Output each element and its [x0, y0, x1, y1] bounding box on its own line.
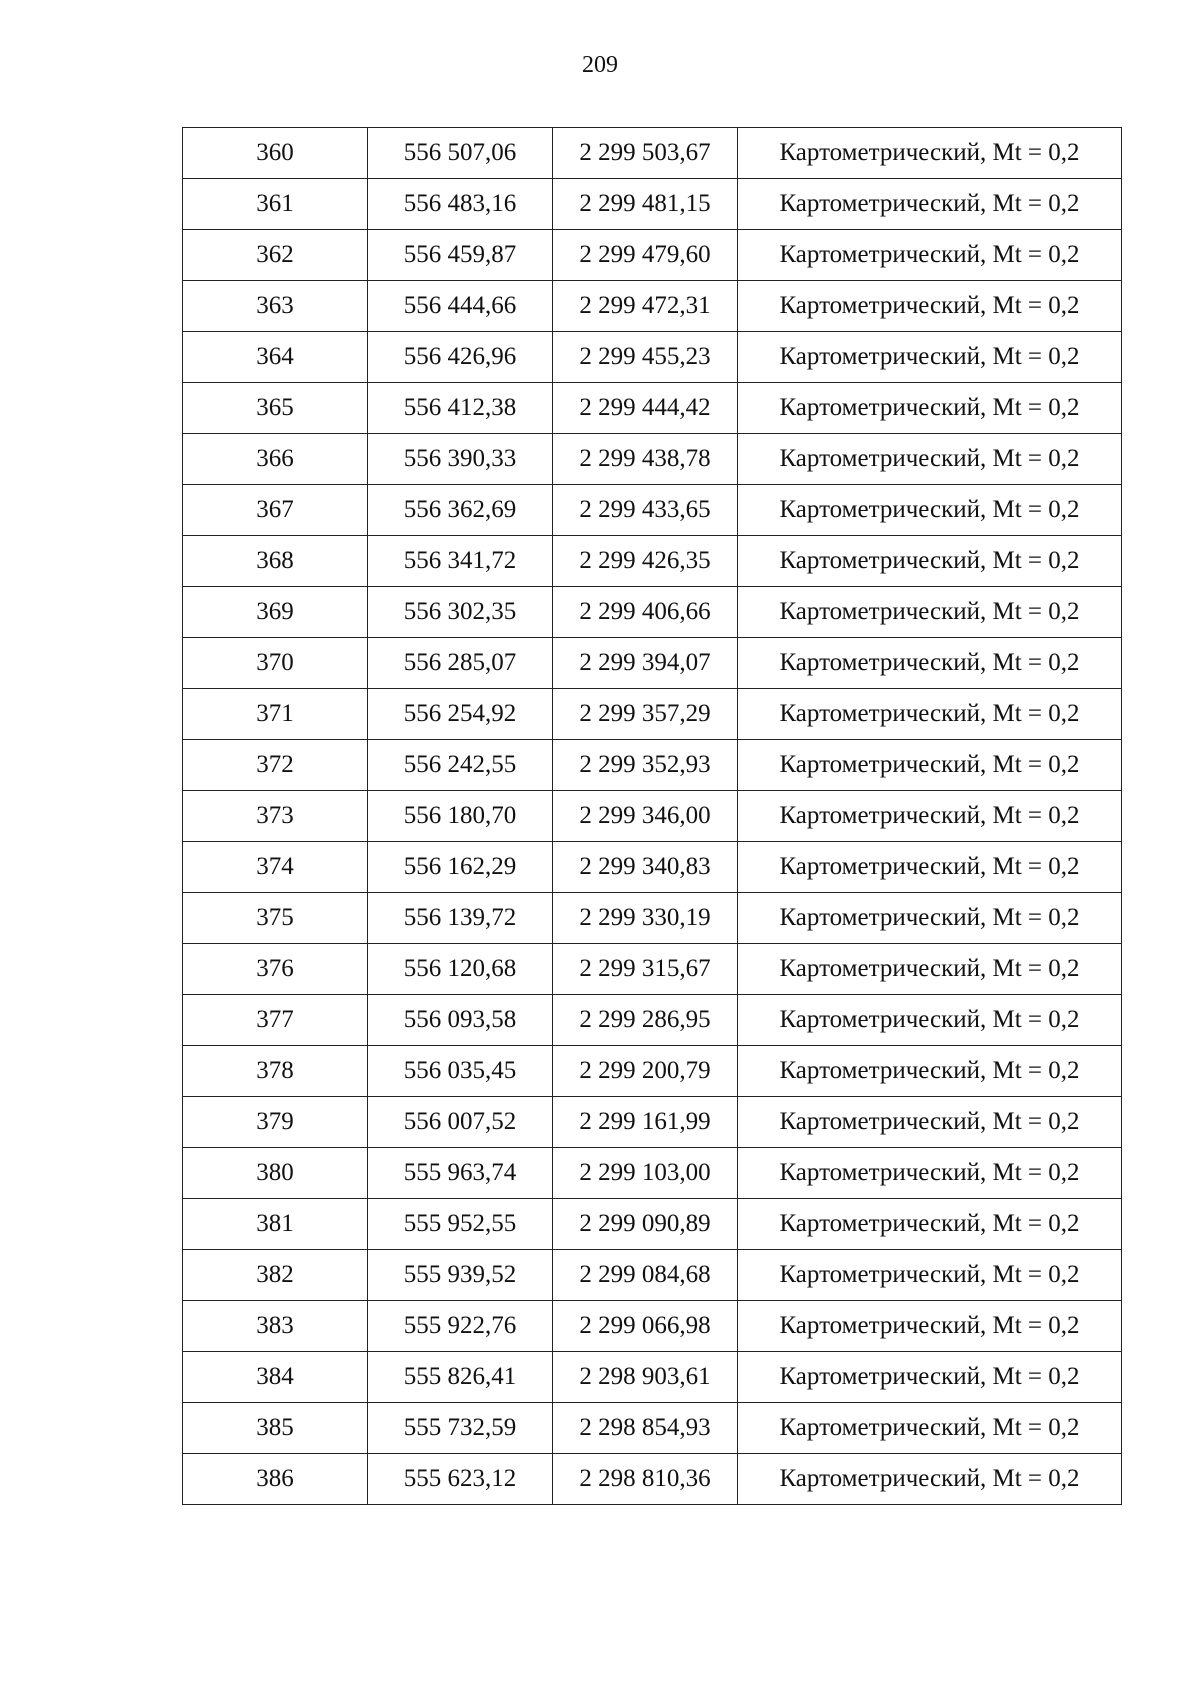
point-number-cell: 381 [183, 1199, 368, 1250]
table-row [183, 434, 1122, 485]
x-coordinate-cell: 555 623,12 [368, 1454, 553, 1505]
x-coordinate-cell: 556 412,38 [368, 383, 553, 434]
y-coordinate-cell: 2 298 810,36 [553, 1454, 738, 1505]
x-coordinate-cell: 556 341,72 [368, 536, 553, 587]
point-number-cell: 382 [183, 1250, 368, 1301]
point-number-cell: 368 [183, 536, 368, 587]
x-coordinate-cell: 555 922,76 [368, 1301, 553, 1352]
y-coordinate-cell: 2 299 481,15 [553, 179, 738, 230]
table-row [183, 1148, 1122, 1199]
coordinates-table-body [183, 128, 1122, 1505]
method-cell: Картометрический, Mt = 0,2 [738, 689, 1122, 740]
method-cell: Картометрический, Mt = 0,2 [738, 281, 1122, 332]
table-row [183, 485, 1122, 536]
y-coordinate-cell: 2 299 346,00 [553, 791, 738, 842]
table-row [183, 638, 1122, 689]
x-coordinate-cell: 556 285,07 [368, 638, 553, 689]
y-coordinate-cell: 2 299 444,42 [553, 383, 738, 434]
method-cell: Картометрический, Mt = 0,2 [738, 1046, 1122, 1097]
y-coordinate-cell: 2 299 103,00 [553, 1148, 738, 1199]
method-cell: Картометрический, Mt = 0,2 [738, 332, 1122, 383]
method-cell: Картометрический, Mt = 0,2 [738, 842, 1122, 893]
method-cell: Картометрический, Mt = 0,2 [738, 485, 1122, 536]
point-number-cell: 361 [183, 179, 368, 230]
method-cell: Картометрический, Mt = 0,2 [738, 638, 1122, 689]
method-cell: Картометрический, Mt = 0,2 [738, 995, 1122, 1046]
y-coordinate-cell: 2 299 479,60 [553, 230, 738, 281]
table-row [183, 1454, 1122, 1505]
point-number-cell: 370 [183, 638, 368, 689]
x-coordinate-cell: 555 963,74 [368, 1148, 553, 1199]
method-cell: Картометрический, Mt = 0,2 [738, 1199, 1122, 1250]
table-row [183, 893, 1122, 944]
table-row [183, 179, 1122, 230]
table-row [183, 689, 1122, 740]
point-number-cell: 363 [183, 281, 368, 332]
table-row [183, 944, 1122, 995]
y-coordinate-cell: 2 299 352,93 [553, 740, 738, 791]
x-coordinate-cell: 555 952,55 [368, 1199, 553, 1250]
x-coordinate-cell: 556 139,72 [368, 893, 553, 944]
table-row [183, 332, 1122, 383]
x-coordinate-cell: 556 035,45 [368, 1046, 553, 1097]
y-coordinate-cell: 2 298 854,93 [553, 1403, 738, 1454]
method-cell: Картометрический, Mt = 0,2 [738, 944, 1122, 995]
method-cell: Картометрический, Mt = 0,2 [738, 1148, 1122, 1199]
x-coordinate-cell: 556 507,06 [368, 128, 553, 179]
method-cell: Картометрический, Mt = 0,2 [738, 791, 1122, 842]
method-cell: Картометрический, Mt = 0,2 [738, 1352, 1122, 1403]
y-coordinate-cell: 2 299 200,79 [553, 1046, 738, 1097]
y-coordinate-cell: 2 299 340,83 [553, 842, 738, 893]
point-number-cell: 365 [183, 383, 368, 434]
y-coordinate-cell: 2 299 426,35 [553, 536, 738, 587]
method-cell: Картометрический, Mt = 0,2 [738, 1454, 1122, 1505]
y-coordinate-cell: 2 298 903,61 [553, 1352, 738, 1403]
table-row [183, 128, 1122, 179]
point-number-cell: 362 [183, 230, 368, 281]
x-coordinate-cell: 556 444,66 [368, 281, 553, 332]
y-coordinate-cell: 2 299 472,31 [553, 281, 738, 332]
point-number-cell: 378 [183, 1046, 368, 1097]
y-coordinate-cell: 2 299 066,98 [553, 1301, 738, 1352]
x-coordinate-cell: 556 302,35 [368, 587, 553, 638]
point-number-cell: 371 [183, 689, 368, 740]
method-cell: Картометрический, Mt = 0,2 [738, 179, 1122, 230]
table-row [183, 281, 1122, 332]
method-cell: Картометрический, Mt = 0,2 [738, 893, 1122, 944]
y-coordinate-cell: 2 299 394,07 [553, 638, 738, 689]
page-number: 209 [582, 52, 618, 78]
y-coordinate-cell: 2 299 286,95 [553, 995, 738, 1046]
method-cell: Картометрический, Mt = 0,2 [738, 587, 1122, 638]
point-number-cell: 384 [183, 1352, 368, 1403]
y-coordinate-cell: 2 299 330,19 [553, 893, 738, 944]
x-coordinate-cell: 555 732,59 [368, 1403, 553, 1454]
method-cell: Картометрический, Mt = 0,2 [738, 230, 1122, 281]
x-coordinate-cell: 556 093,58 [368, 995, 553, 1046]
table-row [183, 740, 1122, 791]
x-coordinate-cell: 556 483,16 [368, 179, 553, 230]
x-coordinate-cell: 555 826,41 [368, 1352, 553, 1403]
table-row [183, 842, 1122, 893]
x-coordinate-cell: 556 180,70 [368, 791, 553, 842]
point-number-cell: 372 [183, 740, 368, 791]
table-row [183, 1352, 1122, 1403]
coordinates-table [182, 127, 1122, 1505]
x-coordinate-cell: 556 254,92 [368, 689, 553, 740]
method-cell: Картометрический, Mt = 0,2 [738, 1250, 1122, 1301]
point-number-cell: 377 [183, 995, 368, 1046]
point-number-cell: 380 [183, 1148, 368, 1199]
point-number-cell: 373 [183, 791, 368, 842]
x-coordinate-cell: 556 426,96 [368, 332, 553, 383]
point-number-cell: 366 [183, 434, 368, 485]
table-row [183, 1199, 1122, 1250]
x-coordinate-cell: 555 939,52 [368, 1250, 553, 1301]
y-coordinate-cell: 2 299 455,23 [553, 332, 738, 383]
point-number-cell: 376 [183, 944, 368, 995]
point-number-cell: 360 [183, 128, 368, 179]
y-coordinate-cell: 2 299 357,29 [553, 689, 738, 740]
point-number-cell: 364 [183, 332, 368, 383]
point-number-cell: 374 [183, 842, 368, 893]
table-row [183, 1250, 1122, 1301]
table-row [183, 995, 1122, 1046]
point-number-cell: 383 [183, 1301, 368, 1352]
y-coordinate-cell: 2 299 090,89 [553, 1199, 738, 1250]
method-cell: Картометрический, Mt = 0,2 [738, 1403, 1122, 1454]
table-row [183, 536, 1122, 587]
y-coordinate-cell: 2 299 433,65 [553, 485, 738, 536]
x-coordinate-cell: 556 390,33 [368, 434, 553, 485]
method-cell: Картометрический, Mt = 0,2 [738, 1097, 1122, 1148]
y-coordinate-cell: 2 299 406,66 [553, 587, 738, 638]
method-cell: Картометрический, Mt = 0,2 [738, 383, 1122, 434]
table-row [183, 230, 1122, 281]
table-row [183, 1097, 1122, 1148]
point-number-cell: 375 [183, 893, 368, 944]
y-coordinate-cell: 2 299 438,78 [553, 434, 738, 485]
x-coordinate-cell: 556 459,87 [368, 230, 553, 281]
y-coordinate-cell: 2 299 084,68 [553, 1250, 738, 1301]
point-number-cell: 367 [183, 485, 368, 536]
point-number-cell: 385 [183, 1403, 368, 1454]
table-row [183, 383, 1122, 434]
table-row [183, 1046, 1122, 1097]
method-cell: Картометрический, Mt = 0,2 [738, 740, 1122, 791]
method-cell: Картометрический, Mt = 0,2 [738, 536, 1122, 587]
x-coordinate-cell: 556 362,69 [368, 485, 553, 536]
x-coordinate-cell: 556 120,68 [368, 944, 553, 995]
x-coordinate-cell: 556 162,29 [368, 842, 553, 893]
table-row [183, 791, 1122, 842]
method-cell: Картометрический, Mt = 0,2 [738, 1301, 1122, 1352]
table-row [183, 587, 1122, 638]
point-number-cell: 379 [183, 1097, 368, 1148]
table-row [183, 1301, 1122, 1352]
method-cell: Картометрический, Mt = 0,2 [738, 434, 1122, 485]
method-cell: Картометрический, Mt = 0,2 [738, 128, 1122, 179]
point-number-cell: 369 [183, 587, 368, 638]
x-coordinate-cell: 556 242,55 [368, 740, 553, 791]
point-number-cell: 386 [183, 1454, 368, 1505]
table-row [183, 1403, 1122, 1454]
y-coordinate-cell: 2 299 503,67 [553, 128, 738, 179]
x-coordinate-cell: 556 007,52 [368, 1097, 553, 1148]
y-coordinate-cell: 2 299 161,99 [553, 1097, 738, 1148]
y-coordinate-cell: 2 299 315,67 [553, 944, 738, 995]
